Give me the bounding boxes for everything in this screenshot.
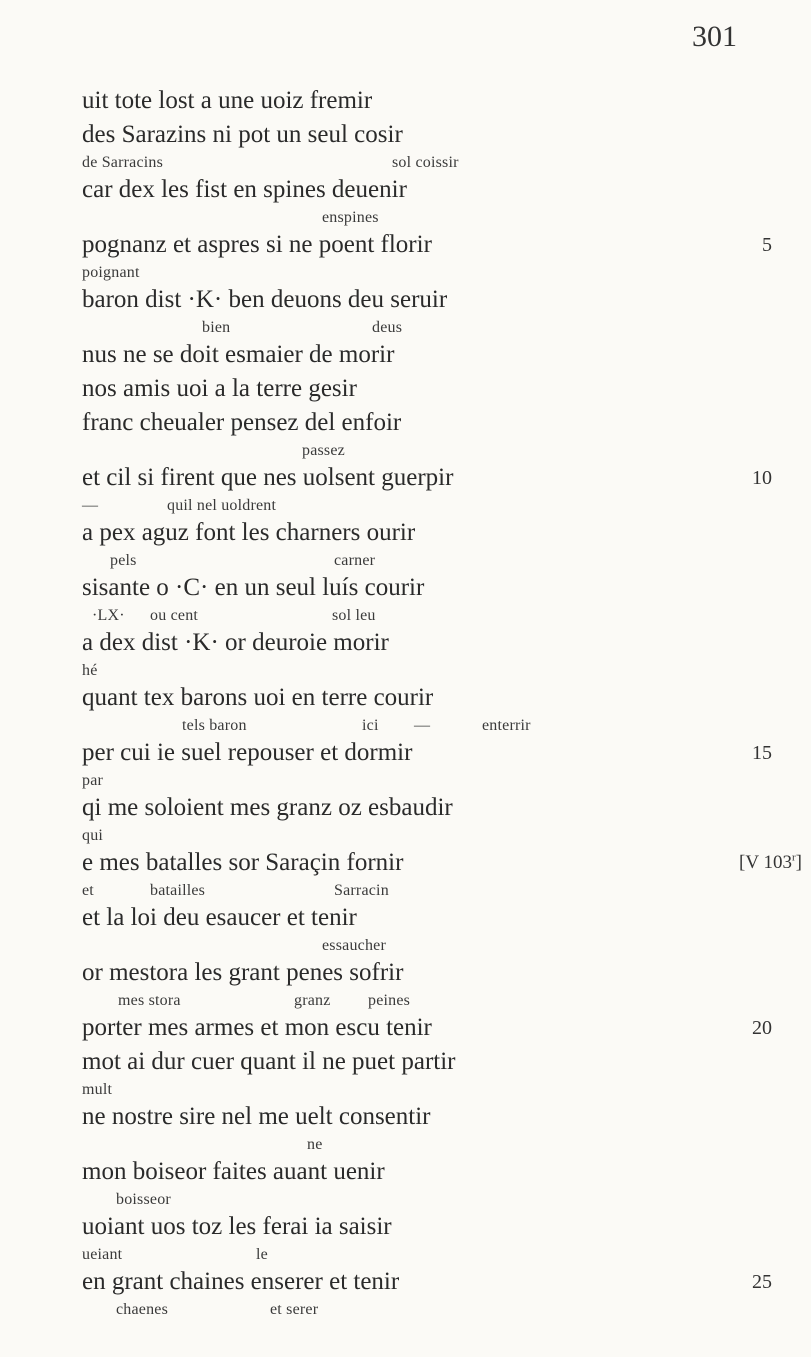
gloss-word: par <box>82 772 104 789</box>
gloss-word: quil nel uoldrent <box>167 497 277 514</box>
verse-text: baron dist ·K· ben deuons deu seruir <box>82 286 448 313</box>
gloss-word: et <box>82 882 94 899</box>
line-number: 15 <box>752 742 772 764</box>
gloss-word: enterrir <box>482 717 531 734</box>
gloss-line <box>82 1079 642 1100</box>
verse-line <box>82 338 642 372</box>
verse-line <box>82 461 772 495</box>
verse-line <box>82 1045 642 1079</box>
gloss-word: enspines <box>322 209 379 226</box>
line-number: 20 <box>752 1017 772 1039</box>
gloss-word: essaucher <box>322 937 386 954</box>
gloss-line <box>82 550 642 571</box>
gloss-word: bien <box>202 319 231 336</box>
gloss-line <box>82 715 642 736</box>
verse-text: car dex les fist en spines deuenir <box>82 176 407 203</box>
gloss-word: carner <box>334 552 376 569</box>
verse-line <box>82 228 772 262</box>
verse-text: nos amis uoi a la terre gesir <box>82 375 357 402</box>
gloss-line <box>82 935 642 956</box>
verse-text: nus ne se doit esmaier de morir <box>82 341 395 368</box>
gloss-line <box>82 262 642 283</box>
gloss-word: batailles <box>150 882 206 899</box>
gloss-word: passez <box>302 442 345 459</box>
folio-reference: [V 103$^r$] <box>739 851 802 873</box>
gloss-word: pels <box>110 552 137 569</box>
gloss-line <box>82 880 642 901</box>
verse-line <box>82 1100 642 1134</box>
gloss-line <box>82 1134 642 1155</box>
verse-text: e mes batalles sor Saraçin fornir <box>82 849 404 876</box>
verse-line <box>82 173 642 207</box>
verse-text: pognanz et aspres si ne poent florir <box>82 231 432 258</box>
verse-line <box>82 626 642 660</box>
verse-line <box>82 406 642 440</box>
gloss-word: le <box>256 1246 268 1263</box>
verse-text: mot ai dur cuer quant il ne puet partir <box>82 1048 456 1075</box>
gloss-word: qui <box>82 827 104 844</box>
verse-line <box>82 956 642 990</box>
verse-line <box>82 372 642 406</box>
page-number: 301 <box>692 20 737 53</box>
verse-text: quant tex barons uoi en terre courir <box>82 684 434 711</box>
line-number: 5 <box>762 234 772 256</box>
verse-text: mon boiseor faites auant uenir <box>82 1158 385 1185</box>
verse-line <box>82 736 772 770</box>
gloss-word: mult <box>82 1081 113 1098</box>
verse-text: or mestora les grant penes sofrir <box>82 959 404 986</box>
line-number: 10 <box>752 467 772 489</box>
gloss-word: deus <box>372 319 403 336</box>
gloss-word: granz <box>294 992 331 1009</box>
gloss-line <box>82 1299 642 1320</box>
verse-line <box>82 901 642 935</box>
gloss-word: Sarracin <box>334 882 389 899</box>
verse-text: porter mes armes et mon escu tenir <box>82 1014 432 1041</box>
gloss-word: — <box>82 497 99 514</box>
verse-line <box>82 791 642 825</box>
gloss-word: ou cent <box>150 607 199 624</box>
gloss-line <box>82 152 642 173</box>
verse-text: uoiant uos toz les ferai ia saisir <box>82 1213 392 1240</box>
verse-text: qi me soloient mes granz oz esbaudir <box>82 794 453 821</box>
gloss-word: ici <box>362 717 379 734</box>
gloss-line <box>82 825 642 846</box>
gloss-line <box>82 495 642 516</box>
verse-text: franc cheualer pensez del enfoir <box>82 409 402 436</box>
gloss-word: sol coissir <box>392 154 459 171</box>
verse-line <box>82 283 642 317</box>
gloss-word: boisseor <box>116 1191 171 1208</box>
gloss-word: chaenes <box>116 1301 169 1318</box>
gloss-word: tels baron <box>182 717 247 734</box>
gloss-line <box>82 1189 642 1210</box>
verse-text: ne nostre sire nel me uelt consentir <box>82 1103 431 1130</box>
verse-line <box>82 681 642 715</box>
verse-text: uit tote lost a une uoiz fremir <box>82 87 373 114</box>
gloss-line <box>82 440 642 461</box>
line-number: 25 <box>752 1271 772 1293</box>
gloss-line <box>82 990 642 1011</box>
gloss-word: de Sarracins <box>82 154 164 171</box>
verse-lines <box>82 84 802 1320</box>
gloss-line <box>82 207 642 228</box>
gloss-word: ueiant <box>82 1246 123 1263</box>
gloss-word: sol leu <box>332 607 376 624</box>
verse-line <box>82 1210 642 1244</box>
verse-text: sisante o ·C· en un seul luís courir <box>82 574 425 601</box>
gloss-word: ·LX· <box>92 607 125 624</box>
verse-line <box>82 516 642 550</box>
gloss-word: ne <box>307 1136 323 1153</box>
verse-text: a dex dist ·K· or deuroie morir <box>82 629 389 656</box>
gloss-word: peines <box>368 992 411 1009</box>
gloss-line <box>82 317 642 338</box>
verse-text: per cui ie suel repouser et dormir <box>82 739 413 766</box>
verse-line <box>82 571 642 605</box>
verse-text: et cil si firent que nes uolsent guerpir <box>82 464 454 491</box>
verse-line <box>82 1155 642 1189</box>
verse-text: des Sarazins ni pot un seul cosir <box>82 121 403 148</box>
verse-line <box>82 1011 772 1045</box>
gloss-word: mes stora <box>118 992 181 1009</box>
verse-line <box>82 1265 772 1299</box>
gloss-line <box>82 660 642 681</box>
gloss-word: — <box>414 717 431 734</box>
verse-line <box>82 846 802 880</box>
verse-line <box>82 118 642 152</box>
gloss-word: et serer <box>270 1301 319 1318</box>
verse-line <box>82 84 642 118</box>
gloss-line <box>82 605 642 626</box>
gloss-word: hé <box>82 662 98 679</box>
verse-text: et la loi deu esaucer et tenir <box>82 904 357 931</box>
verse-text: a pex aguz font les charners ourir <box>82 519 416 546</box>
gloss-line <box>82 770 642 791</box>
gloss-word: poignant <box>82 264 140 281</box>
gloss-line <box>82 1244 642 1265</box>
verse-text: en grant chaines enserer et tenir <box>82 1268 400 1295</box>
